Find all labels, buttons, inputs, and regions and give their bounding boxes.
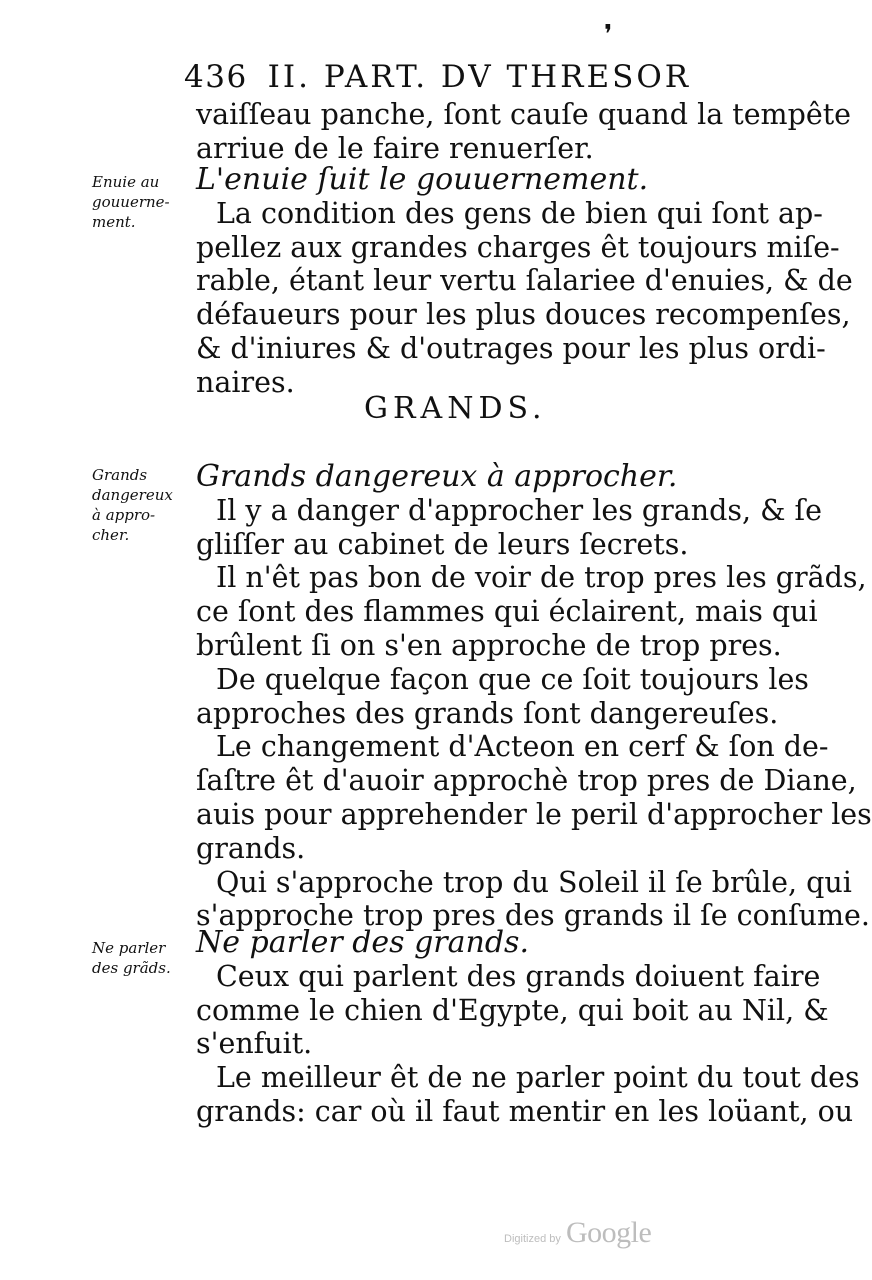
text-line: défaueurs pour les plus douces recompenſes,	[196, 298, 851, 332]
section-ne-parler	[196, 925, 860, 1129]
text-line: comme le chien d'Egypte, qui boit au Nil, &	[196, 993, 829, 1027]
digitized-watermark	[504, 1216, 651, 1250]
text-line: Qui s'approche trop du Soleil il ſe brûle, qui	[216, 865, 852, 899]
margin-note-line: ment.	[92, 213, 136, 231]
subheading: Ne parler des grands.	[196, 925, 529, 960]
running-title: II. PART. DV THRESOR	[267, 59, 692, 95]
text-line: ce ſont des flammes qui éclairent, mais qui	[196, 595, 818, 629]
stray-ink-mark: ❜	[604, 20, 613, 50]
subheading: Grands dangereux à approcher.	[196, 459, 678, 494]
text-line: arriue de le faire renuerſer.	[196, 131, 594, 165]
section-title: GRANDS.	[364, 391, 547, 426]
text-line: ſaſtre êt d'auoir approchè trop pres de Diane,	[196, 764, 857, 798]
margin-note-line: Ne parler	[92, 939, 166, 957]
text-line: Ceux qui parlent des grands doiuent faire	[216, 959, 821, 993]
margin-note-line: Enuie au	[92, 173, 160, 191]
text-line: gliſſer au cabinet de leurs ſecrets.	[196, 527, 689, 561]
section-envie	[196, 162, 853, 400]
text-line: De quelque façon que ce ſoit toujours les	[216, 662, 809, 696]
margin-note-line: dangereux	[92, 486, 173, 504]
running-head	[184, 60, 691, 94]
paragraph-continuation	[196, 98, 852, 166]
text-line: La condition des gens de bien qui ſont ap-	[216, 196, 823, 230]
margin-note-grands-dangereux	[92, 465, 192, 545]
text-line: s'approche trop pres des grands il ſe conſume.	[196, 899, 870, 933]
text-line: naires.	[196, 365, 295, 399]
text-line: Le changement d'Acteon en cerf & ſon de-	[216, 730, 829, 764]
page-number: 436	[184, 59, 248, 95]
margin-note-line: des grãds.	[92, 959, 171, 977]
text-line: s'enfuit.	[196, 1027, 313, 1061]
text-line: auis pour apprehender le peril d'approcher les	[196, 797, 872, 831]
text-line: brûlent ſi on s'en approche de trop pres.	[196, 628, 782, 662]
text-line: pellez aux grandes charges êt toujours miſe-	[196, 230, 840, 264]
text-line: grands: car où il faut mentir en les loüant, ou	[196, 1094, 854, 1128]
digitized-by-text: Digitized by	[504, 1233, 561, 1245]
margin-note-ne-parler	[92, 938, 192, 978]
text-line: approches des grands ſont dangereuſes.	[196, 696, 779, 730]
margin-note-line: gouuerne-	[92, 193, 170, 211]
google-logo-text: Google	[565, 1216, 652, 1249]
margin-note-envie	[92, 172, 192, 232]
text-line: Il y a danger d'approcher les grands, & ſe	[216, 493, 822, 527]
subheading: L'enuie ſuit le gouuernement.	[196, 162, 649, 197]
text-line: grands.	[196, 831, 306, 865]
text-line: Le meilleur êt de ne parler point du tout des	[216, 1061, 860, 1095]
margin-note-line: Grands	[92, 466, 148, 484]
margin-note-line: à appro-	[92, 506, 156, 524]
text-line: vaiſſeau panche, ſont cauſe quand la tempête	[196, 98, 852, 131]
text-line: & d'iniures & d'outrages pour les plus ordi-	[196, 331, 826, 365]
section-grands-dangereux	[196, 459, 872, 933]
text-line: rable, étant leur vertu ſalariee d'enuies, & de	[196, 264, 853, 298]
text-line: Il n'êt pas bon de voir de trop pres les grãds,	[216, 561, 867, 595]
margin-note-line: cher.	[92, 526, 130, 544]
